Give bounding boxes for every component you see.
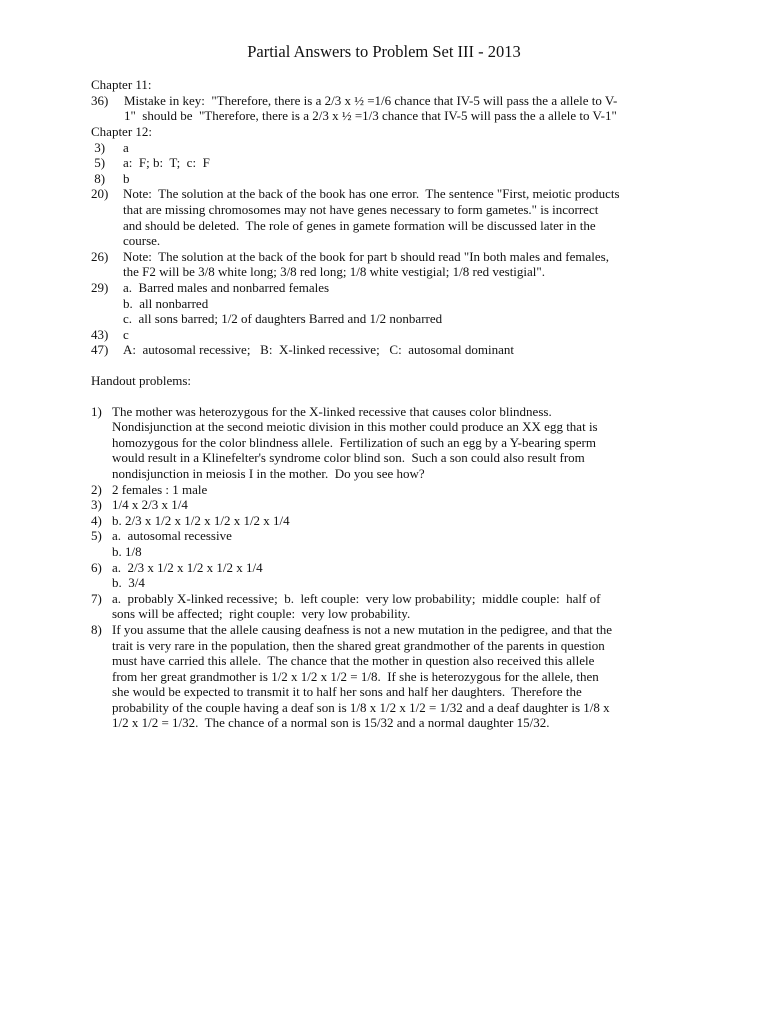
item-text-line: a. probably X-linked recessive; b. left couple: very low probability; middle couple: half of [112, 590, 601, 606]
item-text-line: probability of the couple having a deaf son is 1/8 x 1/2 x 1/2 = 1/32 and a deaf daughter is 1/8 x [112, 699, 610, 715]
handout-section [91, 373, 711, 731]
chapter-12-item [91, 327, 711, 343]
item-text-line: she would be expected to transmit it to half her sons and half her daughters. Therefore the [112, 684, 582, 700]
handout-item [91, 591, 711, 622]
item-text-line: from her great grandmother is 1/2 x 1/2 x 1/2 = 1/8. If she is heterozygous for the allele, then [112, 668, 599, 684]
item-number: 8) [91, 621, 102, 637]
chapter-11-item [91, 93, 711, 124]
item-text-line: b. all nonbarred [123, 295, 209, 311]
item-number: 8) [91, 170, 106, 186]
item-text-line: a. 2/3 x 1/2 x 1/2 x 1/2 x 1/4 [112, 559, 263, 575]
item-text-line: must have carried this allele. The chance that the mother in question also received this allele [112, 653, 595, 669]
item-text-line: and should be deleted. The role of genes in gamete formation will be discussed later in the [123, 217, 596, 233]
chapter-12-section [91, 124, 711, 358]
item-text-line: a: F; b: T; c: F [123, 155, 210, 171]
item-text-line: trait is very rare in the population, then the shared great grandmother of the parents in question [112, 637, 605, 653]
item-text-line: a. Barred males and nonbarred females [123, 279, 330, 295]
handout-item [91, 404, 711, 482]
page-title: Partial Answers to Problem Set III - 2013 [247, 42, 521, 61]
handout-item [91, 622, 711, 731]
item-number: 7) [91, 590, 102, 606]
chapter-12-item [91, 140, 711, 156]
item-text-line: 1/4 x 2/3 x 1/4 [112, 497, 188, 513]
item-text-line: c [123, 326, 129, 342]
item-text-line: b. 3/4 [112, 575, 145, 591]
chapter-12-item [91, 186, 711, 248]
item-number: 4) [91, 512, 102, 528]
chapter-12-heading: Chapter 12: [91, 124, 153, 139]
item-text-line: Mistake in key: "Therefore, there is a 2/3 x ½ =1/6 chance that IV-5 will pass the a allele to V- [124, 92, 618, 108]
item-number: 26) [91, 248, 109, 264]
item-text-line: 2 females : 1 male [112, 481, 208, 497]
item-text-line: that are missing chromosomes may not have genes necessary to form gametes." is incorrect [123, 201, 599, 217]
item-text-line: A: autosomal recessive; B: X-linked recessive; C: autosomal dominant [123, 342, 515, 358]
item-text-line: course. [123, 233, 161, 249]
item-text-line: homozygous for the color blindness allele. Fertilization of such an egg by a Y-bearing sperm [112, 434, 597, 450]
handout-item [91, 513, 711, 529]
item-text-line: the F2 will be 3/8 white long; 3/8 red long; 1/8 white vestigial; 1/8 red vestigial". [123, 264, 545, 280]
item-text-line: would result in a Klinefelter's syndrome color blind son. Such a son could also result from [112, 450, 585, 466]
item-text-line: c. all sons barred; 1/2 of daughters Barred and 1/2 nonbarred [123, 311, 443, 327]
item-number: 29) [91, 279, 109, 295]
item-text-line: b [123, 170, 130, 186]
item-number: 5) [91, 155, 106, 171]
handout-item [91, 482, 711, 498]
handout-heading: Handout problems: [91, 373, 192, 388]
item-number: 43) [91, 326, 109, 342]
item-text-line: a. autosomal recessive [112, 528, 232, 544]
item-number: 1) [91, 403, 102, 419]
item-text-line: If you assume that the allele causing deafness is not a new mutation in the pedigree, and that the [112, 621, 612, 637]
chapter-12-item [91, 280, 711, 327]
handout-item [91, 497, 711, 513]
item-number: 6) [91, 559, 102, 575]
item-number: 20) [91, 186, 109, 202]
item-text-line: nondisjunction in meiosis I in the mother. Do you see how? [112, 465, 425, 481]
item-text-line: a [123, 139, 129, 155]
chapter-12-item [91, 249, 711, 280]
handout-item [91, 560, 711, 591]
item-text-line: Note: The solution at the back of the book has one error. The sentence "First, meiotic products [123, 186, 620, 202]
item-text-line: sons will be affected; right couple: very low probability. [112, 606, 411, 622]
item-number: 2) [91, 481, 102, 497]
chapter-12-item [91, 342, 711, 358]
item-number: 36) [91, 92, 109, 108]
item-text-line: b. 2/3 x 1/2 x 1/2 x 1/2 x 1/2 x 1/4 [112, 512, 290, 528]
item-number: 47) [91, 342, 109, 358]
item-text-line: 1" should be "Therefore, there is a 2/3 x ½ =1/3 chance that IV-5 will pass the a allele to V-1" [124, 108, 617, 124]
handout-item [91, 528, 711, 559]
item-text-line: 1/2 x 1/2 = 1/32. The chance of a normal son is 15/32 and a normal daughter 15/32. [112, 715, 550, 731]
chapter-12-item [91, 171, 711, 187]
item-text-line: Nondisjunction at the second meiotic division in this mother could produce an XX egg that is [112, 419, 598, 435]
item-number: 3) [91, 139, 106, 155]
item-text-line: b. 1/8 [112, 543, 142, 559]
item-text-line: The mother was heterozygous for the X-linked recessive that causes color blindness. [112, 403, 552, 419]
chapter-11-section [91, 77, 711, 124]
item-number: 3) [91, 497, 102, 513]
item-text-line: Note: The solution at the back of the book for part b should read "In both males and females, [123, 248, 609, 264]
chapter-11-heading: Chapter 11: [91, 77, 152, 92]
item-number: 5) [91, 528, 102, 544]
chapter-12-item [91, 155, 711, 171]
